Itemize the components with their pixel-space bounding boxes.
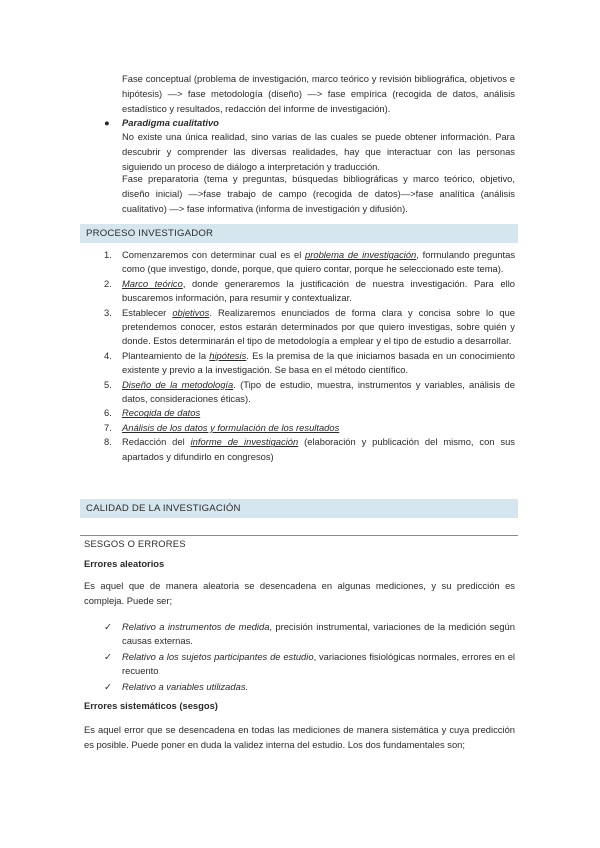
bullet-icon: ●	[104, 117, 110, 128]
random-errors-list	[104, 620, 515, 695]
random-errors-text: Es aquel que de manera aleatoria se desencadena en algunas mediciones, y su predicción es compleja. Puede ser;	[84, 580, 515, 606]
qualitative-paradigm-heading: Paradigma cualitativo	[122, 117, 219, 128]
list-item: 4. Planteamiento de la hipótesis. Es la premisa de la que iniciamos basada en un conocimiento existente y previo a la investigación. Se basa en el método científico.	[104, 349, 515, 376]
checkmark-icon: ✓	[104, 621, 112, 632]
list-item: 2. Marco teórico, donde generaremos la justificación de nuestra investigación. Para ello buscaremos información, para resumir y contextualizar.	[104, 277, 515, 304]
qualitative-paradigm-text: No existe una única realidad, sino varias de las cuales se puede obtener información. Para descubrir y comprender las diversas realidades, hay que interactuar con las personas siguiendo un proceso de diálogo a interpretación y traducción.	[122, 131, 515, 172]
systematic-errors-text: Es aquel error que se desencadena en todas las mediciones de manera sistemática y cuya predicción es posible. Puede poner en duda la validez interna del estudio. Los dos fundamentales son;	[84, 724, 515, 750]
underlined-term: objetivos	[172, 306, 210, 318]
random-errors-heading: Errores aleatorios	[84, 558, 165, 569]
subsection-title: SESGOS O ERRORES	[84, 538, 186, 549]
list-item: 8. Redacción del informe de investigación (elaboración y publicación del mismo, con sus apartados y difundirlo en congresos)	[104, 436, 515, 462]
qualitative-paradigm-paragraph	[122, 129, 515, 174]
underlined-term: problema de investigación	[305, 249, 417, 260]
section-header-proceso	[80, 224, 518, 243]
qualitative-phases-paragraph	[122, 171, 515, 216]
qualitative-phases-text: Fase preparatoria (tema y preguntas, búsquedas bibliográficas y marco teórico, objetivo, diseño inicial) —>fase trabajo de campo (recogida de datos)—>fase analítica (análisis cualitativo) —> fase informativa (informa de investigación y difusión).	[122, 173, 515, 214]
underlined-term: Recogida de datos	[122, 407, 201, 419]
list-item: 7. Análisis de los datos y formulación de los resultados	[104, 421, 340, 433]
underlined-term: hipótesis	[209, 349, 247, 361]
divider	[80, 535, 518, 536]
underlined-term: Marco teórico	[122, 277, 183, 289]
underlined-term: Análisis de los datos y formulación de los resultados	[122, 421, 340, 433]
section-title: CALIDAD DE LA INVESTIGACIÓN	[86, 503, 241, 514]
section-title: PROCESO INVESTIGADOR	[86, 228, 214, 239]
section-header-calidad	[80, 499, 518, 518]
underlined-term: informe de investigación	[190, 436, 299, 448]
checkmark-icon: ✓	[104, 650, 112, 662]
list-item: ✓ Relativo a los sujetos participantes de estudio, variaciones fisiológicas normales, errores en el recuento	[104, 650, 515, 677]
list-item: ✓ Relativo a variables utilizadas.	[104, 680, 515, 694]
quantitative-phases-paragraph	[122, 71, 515, 116]
list-item: 1. Comenzaremos con determinar cual es el problema de investigación, formulando preguntas como (que investigo, donde, porque, que quiero contar, porque he seleccionado este tema).	[104, 249, 516, 275]
underlined-term: Diseño de la metodología	[122, 378, 234, 390]
random-errors-paragraph	[84, 578, 515, 608]
list-item: 3. Establecer objetivos. Realizaremos enunciados de forma clara y concisa sobre lo que pretendemos conocer, estos estarán determinados por que quiero investigas, sobre quién y donde. Estos determinarán el tipo de metodología a emplear y el tipo de estudio a desarrollar.	[104, 306, 516, 347]
list-item: 6. Recogida de datos	[104, 407, 201, 419]
list-item: 5. Diseño de la metodología. (Tipo de estudio, muestra, instrumentos y variables, análisis de datos, consideraciones éticas).	[104, 378, 515, 405]
list-item: ✓ Relativo a instrumentos de medida, precisión instrumental, variaciones de la medición según causas externas.	[104, 621, 515, 647]
research-process-list	[104, 248, 515, 464]
quantitative-phases-text: Fase conceptual (problema de investigación, marco teórico y revisión bibliográfica, objetivos e hipótesis) —> fase metodología (diseño) —> fase empírica (recogida de datos, análisis estadístico y resultados, redacción del informe de investigación).	[122, 73, 515, 114]
checkmark-icon: ✓	[104, 680, 112, 692]
systematic-errors-paragraph	[84, 722, 515, 752]
systematic-errors-heading: Errores sistemáticos (sesgos)	[84, 700, 218, 711]
